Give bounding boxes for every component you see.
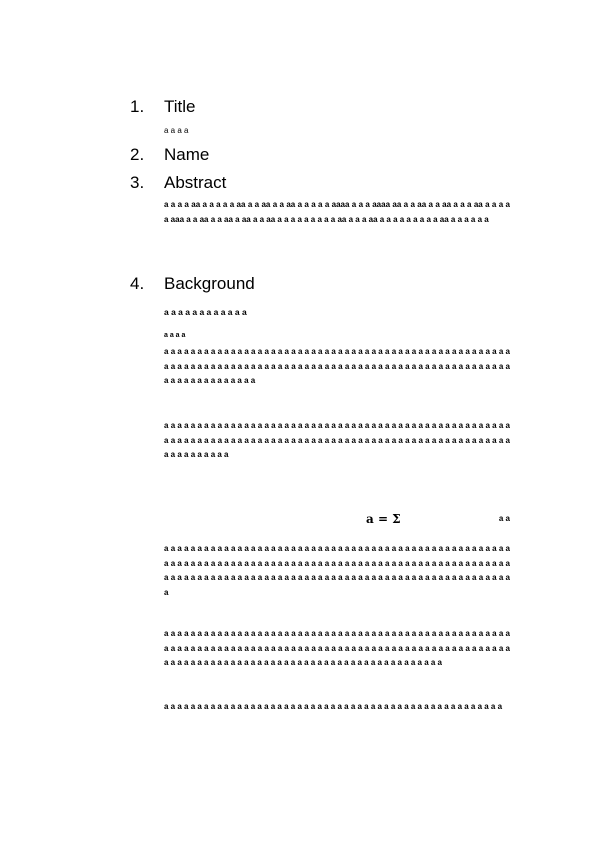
section-title: Abstract: [164, 173, 227, 192]
background-paragraph-1: a a a a a a a a a a a a a a a a a a a a a a a a a a a a a a a a a a a a a a a a a a a a a a a a a a a a a a a a a a a a a a a a a a a a a a a a a a a a a a a a a a a a a a a a a a a a a a a a a a a a a a a a a a a a a a a a a a a a a a: [164, 347, 510, 385]
equation: [360, 508, 510, 532]
background-paragraph-3: a a a a a a a a a a a a a a a a a a a a a a a a a a a a a a a a a a a a a a a a a a a a a a a a a a a a a a a a a a a a a a a a a a a a a a a a a a a a a a a a a a a a a a a a a a a a a a a a a a a a a a a a a a a a a a a a a a a a a a a a a a a a a a a a a a a a a a a a a a a a a a a a a a a a a a a a a a a a a: [164, 544, 510, 597]
equation-body: a = Σ: [366, 512, 401, 526]
section-title: Name: [164, 145, 210, 164]
section-2-heading: [130, 145, 209, 165]
section-title: Background: [164, 274, 255, 293]
section-number: 2.: [130, 145, 145, 164]
background-paragraph-2: a a a a a a a a a a a a a a a a a a a a a a a a a a a a a a a a a a a a a a a a a a a a a a a a a a a a a a a a a a a a a a a a a a a a a a a a a a a a a a a a a a a a a a a a a a a a a a a a a a a a a a a a a a a a a a a a a a: [164, 421, 510, 459]
section-4-heading: [130, 274, 255, 294]
equation-number: a a: [498, 514, 510, 523]
section-number: 1.: [130, 97, 145, 116]
abstract-paragraph: a a a a aa a a a a a aa a a aa a a aa a a a a a aaaa a a a aaaa aa a a aa a a aa a a a aa a a a a a aaa a a aa a a aa a aa a a aa a a a a a a a a a aa a a a aa a a a a a a a a a aa a a a a a a: [164, 200, 510, 224]
section-number: 3.: [130, 173, 145, 192]
section-title: Title: [164, 97, 196, 116]
background-subheading: a a a a a a a a a a a a: [164, 307, 247, 317]
background-subsubheading: a a a a: [164, 332, 186, 339]
background-paragraph-5: a a a a a a a a a a a a a a a a a a a a a a a a a a a a a a a a a a a a a a a a a a a a a a a a a a a: [164, 702, 503, 711]
section-number: 4.: [130, 274, 145, 293]
section-1-heading: [130, 97, 196, 117]
section-3-heading: [130, 173, 226, 193]
title-subtext: a a a a: [164, 126, 189, 135]
background-paragraph-4: a a a a a a a a a a a a a a a a a a a a a a a a a a a a a a a a a a a a a a a a a a a a a a a a a a a a a a a a a a a a a a a a a a a a a a a a a a a a a a a a a a a a a a a a a a a a a a a a a a a a a a a a a a a a a a a a a a a a a a a a a a a a a a a a a a a a a a a a a a a a a a a a a a: [164, 629, 510, 667]
